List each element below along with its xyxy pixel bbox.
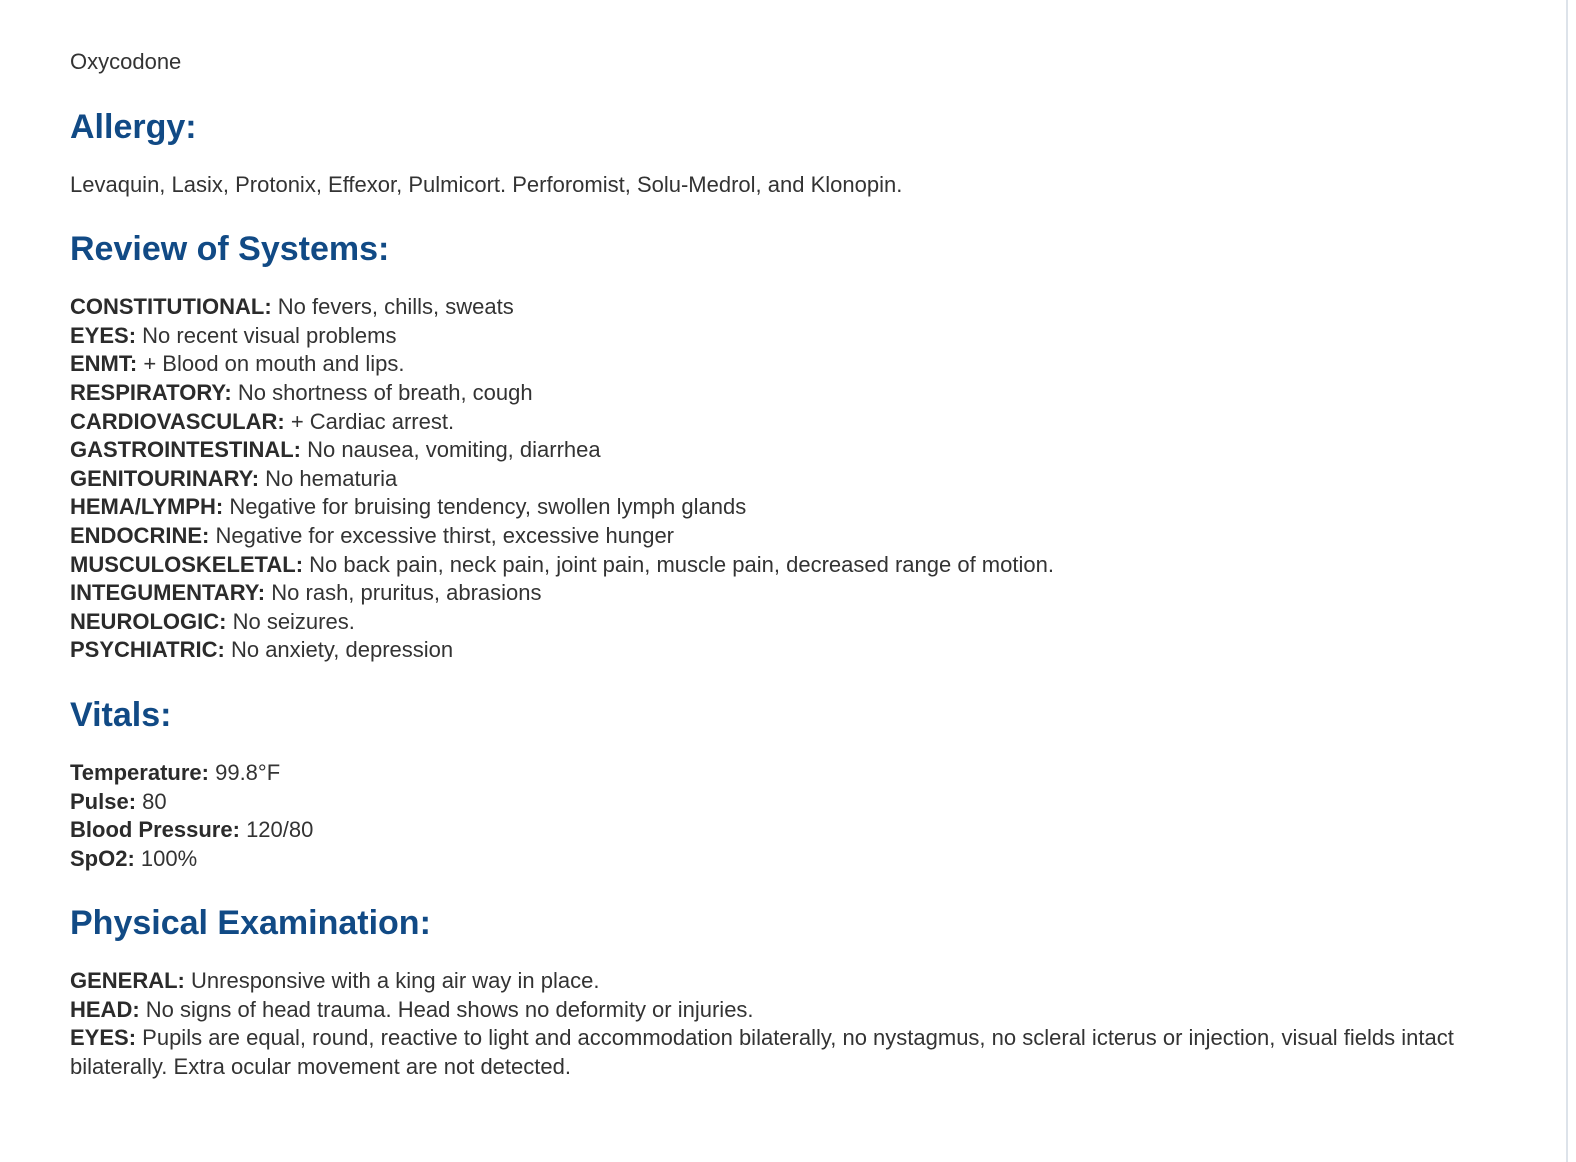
exam-item [70,996,1510,1025]
physical-examination-section [70,903,1510,1081]
ros-label: GASTROINTESTINAL: [70,437,301,463]
vitals-section [70,695,1510,873]
vital-label: Temperature: [70,759,209,785]
vitals-list [70,759,1510,873]
vital-label: SpO2: [70,845,135,871]
ros-label: HEMA/LYMPH: [70,494,224,520]
ros-item [70,493,1510,522]
ros-label: PSYCHIATRIC: [70,637,225,663]
vital-item [70,759,1510,788]
ros-value: No anxiety, depression [230,637,454,663]
ros-label: GENITOURINARY: [70,465,260,491]
allergy-heading: Allergy: [70,107,197,146]
exam-item [70,967,1510,996]
ros-item [70,608,1510,637]
ros-value: No nausea, vomiting, diarrhea [307,437,601,463]
page-edge-divider [1566,0,1568,1162]
ros-value: No seizures. [232,608,355,634]
ros-item [70,579,1510,608]
exam-value: Pupils are equal, round, reactive to light and accommodation bilaterally, no nystagmus, no scleral icterus or injection, visual fields intact bilaterally. Extra ocular movement are not detected. [70,1025,1454,1080]
ros-value: Negative for bruising tendency, swollen lymph glands [229,494,747,520]
ros-item [70,636,1510,665]
physical-examination-list [70,967,1510,1081]
ros-label: CONSTITUTIONAL: [70,294,272,320]
exam-label: EYES: [70,1025,137,1051]
physical-examination-heading: Physical Examination: [70,904,431,943]
review-of-systems-section [70,229,1510,665]
document-page [70,48,1510,1082]
ros-label: RESPIRATORY: [70,379,232,405]
exam-item [70,1024,1510,1081]
ros-item [70,522,1510,551]
vital-label: Pulse: [70,788,137,814]
ros-label: NEUROLOGIC: [70,608,227,634]
ros-label: CARDIOVASCULAR: [70,408,285,434]
ros-value: No rash, pruritus, abrasions [271,580,542,606]
current-medication-value: Oxycodone [70,49,182,74]
ros-item [70,551,1510,580]
ros-value: No back pain, neck pain, joint pain, muscle pain, decreased range of motion. [309,551,1054,577]
ros-label: ENDOCRINE: [70,522,210,548]
vital-item [70,788,1510,817]
vital-value: 80 [142,788,167,814]
ros-item [70,465,1510,494]
ros-value: Negative for excessive thirst, excessive hunger [215,522,675,548]
vital-item [70,816,1510,845]
ros-value: No hematuria [265,465,398,491]
exam-value: No signs of head trauma. Head shows no deformity or injuries. [145,996,754,1022]
exam-label: GENERAL: [70,968,185,994]
ros-item [70,322,1510,351]
vital-value: 100% [140,845,198,871]
vital-value: 99.8°F [215,759,281,785]
ros-item [70,408,1510,437]
ros-label: INTEGUMENTARY: [70,580,266,606]
review-of-systems-list [70,293,1510,665]
vital-value: 120/80 [246,817,314,843]
ros-value: + Cardiac arrest. [290,408,455,434]
ros-item [70,293,1510,322]
ros-item [70,436,1510,465]
allergy-text: Levaquin, Lasix, Protonix, Effexor, Pulmicort. Perforomist, Solu-Medrol, and Klonopin. [70,171,903,197]
ros-label: MUSCULOSKELETAL: [70,551,304,577]
vital-label: Blood Pressure: [70,817,240,843]
vital-item [70,845,1510,874]
ros-item [70,379,1510,408]
review-of-systems-heading: Review of Systems: [70,230,390,269]
allergy-section [70,107,1510,200]
ros-value: No fevers, chills, sweats [277,294,514,320]
exam-value: Unresponsive with a king air way in place. [191,968,600,994]
ros-label: ENMT: [70,351,138,377]
ros-value: No shortness of breath, cough [237,379,533,405]
ros-value: + Blood on mouth and lips. [143,351,405,377]
exam-label: HEAD: [70,996,140,1022]
ros-item [70,350,1510,379]
vitals-heading: Vitals: [70,695,172,734]
ros-label: EYES: [70,322,137,348]
ros-value: No recent visual problems [142,322,397,348]
